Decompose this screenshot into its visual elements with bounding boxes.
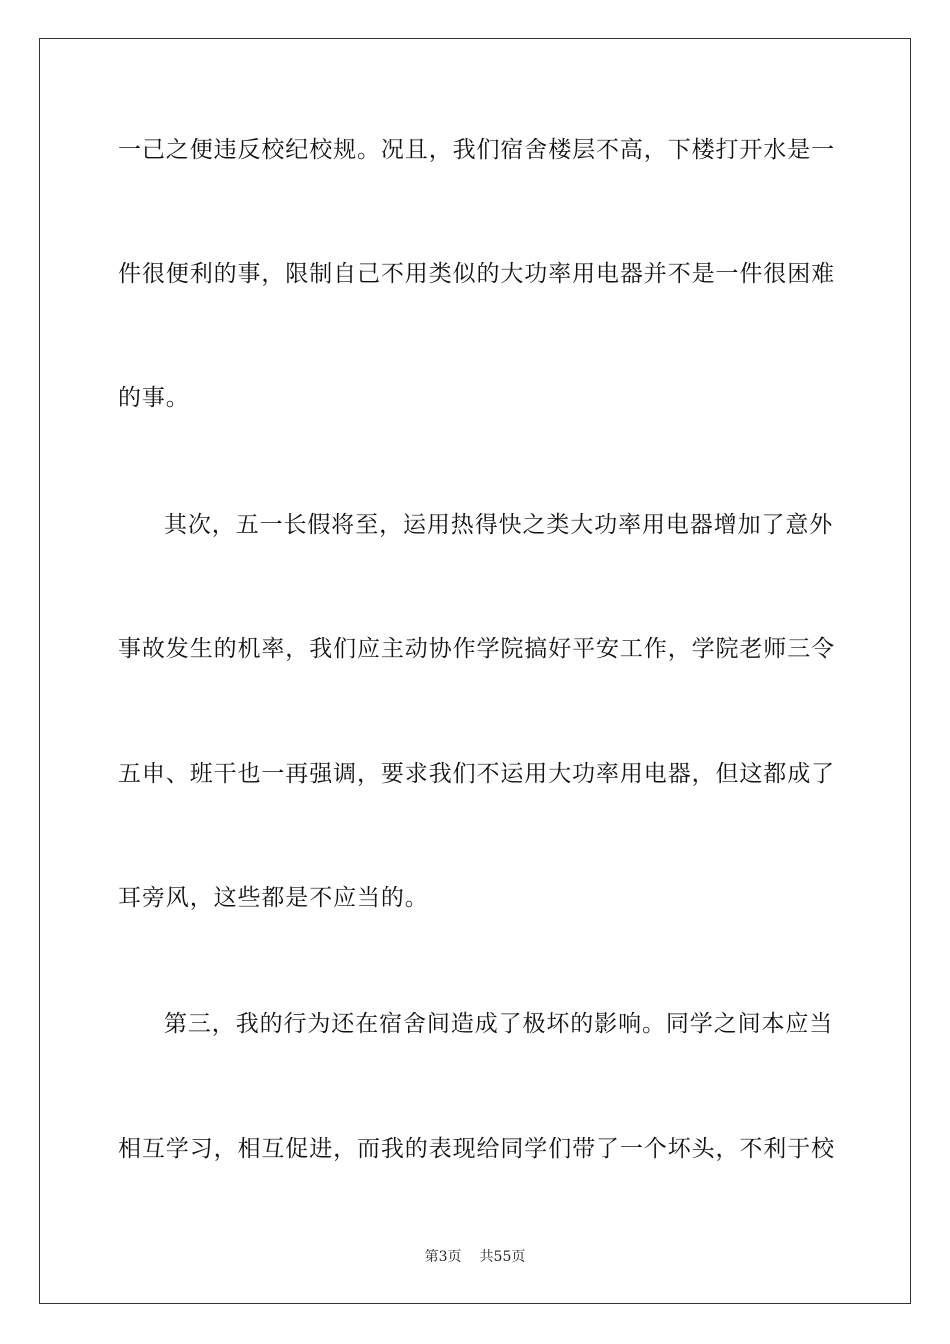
page-footer (0, 1248, 950, 1266)
text-line: 事故发生的机率，我们应主动协作学院搞好平安工作，学院老师三令 (118, 636, 835, 662)
text-line: 相互学习，相互促进，而我的表现给同学们带了一个坏头，不利于校 (118, 1136, 835, 1162)
page-total: 共55页 (479, 1249, 526, 1265)
text-line: 的事。 (118, 385, 190, 411)
text-line: 五申、班干也一再强调，要求我们不运用大功率用电器，但这都成了 (118, 761, 835, 787)
text-line: 一己之便违反校纪校规。况且，我们宿舍楼层不高，下楼打开水是一 (118, 137, 835, 163)
paragraph-start-line: 其次，五一长假将至，运用热得快之类大功率用电器增加了意外 (164, 512, 834, 538)
paragraph-start-line: 第三，我的行为还在宿舍间造成了极坏的影响。同学之间本应当 (164, 1011, 834, 1037)
text-line: 耳旁风，这些都是不应当的。 (118, 885, 429, 911)
text-line: 件很便利的事，限制自己不用类似的大功率用电器并不是一件很困难 (118, 261, 835, 287)
page-number: 第3页 (424, 1249, 462, 1265)
page-border (39, 38, 911, 1304)
